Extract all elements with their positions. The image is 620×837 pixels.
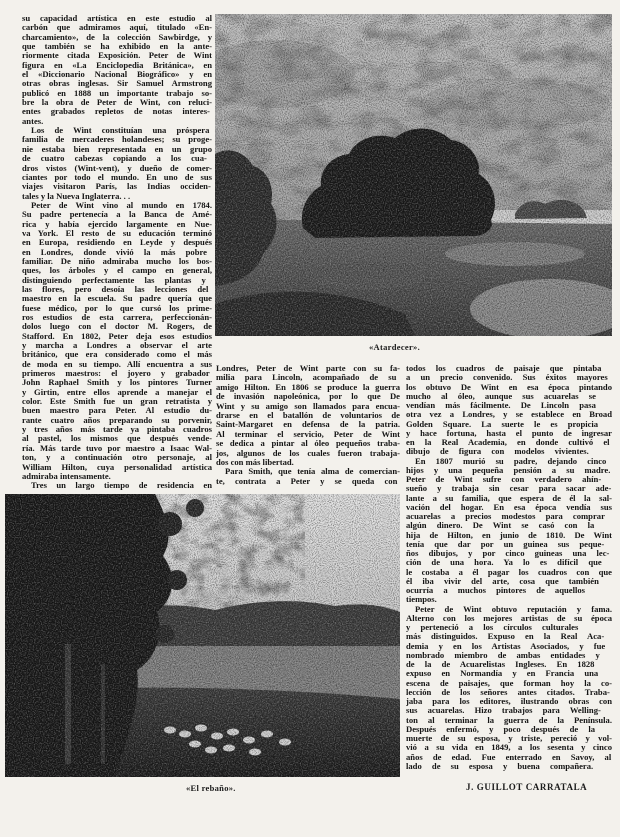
text-line: al pastel, los mismos que después vende-	[22, 434, 212, 444]
text-line: dos con más libertad.	[216, 457, 294, 467]
text-line: escena de paisajes, que forman hoy la co-	[406, 678, 612, 688]
paragraph	[216, 467, 400, 486]
text-line: algún dinero. De Wint se casó con la	[406, 521, 595, 531]
text-line: drarse en el batallón de voluntarios de	[216, 410, 400, 420]
text-line: Peter de Wint vino al mundo en 1784.	[31, 200, 212, 210]
text-line: buen maestro para Peter. Al estudio du-	[22, 406, 212, 416]
text-line: sus acuarelas. Hizo trabajos para Welling-	[406, 706, 601, 716]
text-line: otras obras inglesas. Sir Samuel Armstrong	[22, 79, 212, 89]
paragraph	[22, 126, 212, 201]
figure-caption-el-rebano: «El rebaño».	[186, 783, 236, 793]
text-line: Golden Square. La suerte le es propicia	[406, 419, 599, 429]
text-line: ños dibujos, y por cinco guineas una lec-	[406, 549, 610, 558]
text-line: hija de Hilton, en junio de 1810. De Wint	[406, 530, 612, 540]
text-line: carbón que admiramos aquí, titulado «En-	[22, 23, 212, 33]
text-line: primeros maestros: el joyero y grabador	[22, 369, 210, 379]
text-line: en Londres, donde vivió la más pobre	[22, 247, 207, 257]
text-line: ría. Más tarde tuvo por maestro a Isaac Wal-	[22, 443, 212, 453]
article-column-left	[22, 14, 212, 491]
paragraph	[406, 364, 612, 457]
text-line: se dedica a pintar al óleo pequeños traba-	[216, 439, 400, 449]
text-line: sueño y trabaja sin cesar para sacar ade-	[406, 484, 612, 494]
text-line: las flores, pero desoía las lecciones del	[22, 284, 209, 294]
text-line: En 1807 murió su padre, dejando cinco	[415, 456, 607, 466]
text-line: de moda en su tiempo. Allí encuentra a sus	[22, 359, 212, 369]
text-line: nie estaba bien representada en un grupo	[22, 144, 212, 154]
author-byline: J. GUILLOT CARRATALA	[466, 782, 588, 792]
text-line: viajes visitaron París, las Indias occiden-	[22, 182, 211, 192]
text-line: jaba para los editores, ilustrando obras con	[406, 697, 612, 706]
text-line: dros vistos (Wint-vent), y dueño de comer-	[22, 163, 212, 173]
text-line: y tres años más tarde ya pintaba cuadros	[22, 425, 212, 435]
text-line: de invasión napoleónica, por lo que De	[216, 392, 400, 402]
text-line: a un precio convenido. Sus éxitos mayores	[406, 373, 608, 383]
text-line: te, contrata a Peter y se queda con	[216, 476, 398, 486]
text-line: bre la obra de Peter de Wint, con reluci-	[22, 98, 212, 108]
text-line: charcamiento», de la colección Sawbirdge, y	[22, 32, 212, 42]
text-line: Los de Wint constituían una próspera	[31, 126, 210, 136]
text-line: riormente citada Exposición. Peter de Wint	[22, 51, 212, 61]
text-line: entes grabados repletos de notas interes-	[22, 107, 210, 117]
text-line: ciantes por todo el mundo. En uno de sus	[22, 172, 212, 182]
text-line: Peter de Wint obtuvo reputación y fama.	[415, 604, 612, 614]
text-line: Saint-Margaret en defensa de la patria.	[216, 420, 400, 430]
text-line: demia y en los Artistas Asociados, y fue	[406, 641, 606, 651]
text-line: ton, y a continuación otro personaje, al	[22, 453, 212, 463]
text-line: otra vez a Londres, y se establece en Broad	[406, 410, 612, 420]
print-grain-light	[5, 494, 400, 777]
text-line: Para Smith, que tenía alma de comercian-	[225, 467, 400, 477]
text-line: dolos luego con el doctor M. Rogers, de	[22, 322, 212, 332]
paragraph	[406, 605, 612, 772]
paragraph	[22, 481, 212, 490]
text-line: Stafford. En 1802, Peter deja esos estudios	[22, 331, 212, 341]
paragraph	[216, 364, 400, 467]
text-line: distinguiendo perfectamente las plantas y	[22, 275, 206, 285]
text-line: milia para Lincoln, acompañado de su	[216, 373, 397, 383]
text-line: ros estudios de esta carrera, perfeccionán-	[22, 313, 212, 322]
text-line: ton al terminar la guerra de la Península.	[406, 715, 612, 725]
text-line: de la de Acuarelistas Ingleses. En 1828	[406, 660, 595, 669]
text-line: Londres, Peter de Wint parte con su fa-	[216, 364, 400, 373]
text-line: ocurría a muchos pintores de aquellos	[406, 586, 586, 595]
text-line: lante a su familia, que espera de él la sal-	[406, 493, 612, 503]
text-line: tales y la Nueva Inglaterra. . .	[22, 191, 131, 201]
paragraph	[406, 457, 612, 605]
text-line: muerte de su esposa, y triste, pereció y vol-	[406, 734, 612, 743]
text-line: dibujo de figura con modelos vivientes.	[406, 447, 589, 457]
text-line: jos, algunos de los cuales fueron trabaja-	[216, 448, 400, 458]
text-line: le costaba a él pagar los cuadros con que	[406, 567, 612, 577]
article-column-right	[406, 364, 612, 771]
text-line: y Girtin, entre ellos aprende a manejar el	[22, 387, 212, 397]
text-line: admiraba intensamente.	[22, 471, 111, 481]
text-line: mucho al óleo, aunque sus acuarelas se	[406, 391, 596, 401]
text-line: británico, que era considerado como el más	[22, 350, 212, 360]
text-line: ques, los árboles y el campo en general,	[22, 266, 212, 276]
text-line: color. Este Smith fue un gran retratista y	[22, 397, 212, 407]
figure-caption-atardecer: «Atardecer».	[369, 342, 421, 352]
text-line: nombrado miembro de ambas entidades y	[406, 650, 600, 660]
text-line: todos los cuadros de paisaje que pintaba	[406, 364, 602, 373]
text-line: ción de una hora. Ya lo es difícil que	[406, 558, 602, 568]
text-line: Alterno con los mejores artistas de su época	[406, 613, 612, 623]
paragraph	[22, 201, 212, 481]
text-line: vación del hogar. En esa época vendía sus	[406, 502, 612, 512]
text-line: los obtuvo De Wint en esa época pintando	[406, 382, 612, 392]
text-line: que también se ha exhibido en la ante-	[22, 42, 212, 52]
text-line: su capacidad artística en este estudio al	[22, 14, 212, 23]
text-line: antes.	[22, 116, 44, 126]
text-line: lado de su esposa y buena compañera.	[406, 761, 594, 771]
text-line: Wint y su amigo son llamados para encua-	[216, 401, 400, 411]
text-line: y hace fortuna, hasta el punto de ingresar	[406, 428, 612, 438]
text-line: Su padre pertenecía a la Banca de Amé-	[22, 210, 212, 220]
print-grain-light	[215, 14, 612, 336]
text-line: Después enfermó, y poco después de la	[406, 724, 596, 734]
text-line: el «Diccionario Nacional Biográfico» y en	[22, 70, 212, 80]
text-line: familia de mercaderes holandeses; su proge-	[22, 135, 212, 145]
text-line: Peter de Wint sufre con verdadero ahín-	[406, 475, 602, 484]
text-line: lección de los señores antes citados. Traba-	[406, 687, 610, 697]
text-line: rante cuatro años preparando su porvenir,	[22, 415, 212, 425]
text-line: expuso en Normandía y en Francia una	[406, 669, 599, 679]
atardecer-painting	[215, 14, 612, 336]
text-line: hijos y una pequeña pensión a su madre.	[406, 465, 611, 475]
text-line: de cuatro cabezas copiando a los cua-	[22, 154, 207, 164]
text-line: él iba vivir del arte, cosa que también	[406, 576, 599, 586]
text-line: figura en «La Enciclopedia Británica», en	[22, 60, 212, 70]
text-line: publicó en 1888 un importante trabajo so-	[22, 88, 212, 98]
text-line: vió a su vida en 1849, a los sesenta y cinco	[406, 743, 612, 753]
text-line: rica y había ejercido largamente en Nue-	[22, 219, 212, 229]
text-line: y perteneció a los círculos culturales	[406, 623, 579, 632]
text-line: familiar. De niño admiraba mucho los bos-	[22, 256, 212, 266]
text-line: fuese médico, por lo que cursó los prime-	[22, 303, 212, 313]
text-line: en la Real Academia, en donde cultivó el	[406, 438, 610, 447]
text-line: acuarelas a precios modestos para comprar	[406, 512, 605, 521]
text-line: amigo Hilton. En 1806 se produce la guerra	[216, 382, 400, 392]
paragraph	[22, 14, 212, 126]
text-line: más distinguidos. Expuso en la Real Aca-	[406, 632, 605, 642]
el-rebano-painting	[5, 494, 400, 777]
text-line: tiempos.	[406, 595, 437, 605]
text-line: y marcha a Londres a observar el arte	[22, 341, 212, 351]
text-line: John Raphael Smith y los pintores Turner	[22, 378, 212, 388]
article-column-middle	[216, 364, 400, 486]
text-line: maestro en la escuela. Su padre quería que	[22, 294, 212, 304]
text-line: Tres un largo tiempo de residencia en	[31, 481, 212, 491]
text-line: años de edad. Fue enterrado en Savoy, al	[406, 752, 612, 762]
text-line: tenía que dar por un guinea sus peque-	[406, 539, 605, 549]
text-line: Al terminar el servicio, Peter de Wint	[216, 429, 400, 439]
text-line: en Europa, residiendo en Leyde y después	[22, 238, 212, 248]
text-line: William Hilton, cuya personalidad artística	[22, 462, 212, 472]
text-line: vendían más fácilmente. De Lincoln pasa	[406, 401, 596, 410]
text-line: va York. El resto de su educación terminó	[22, 228, 212, 238]
